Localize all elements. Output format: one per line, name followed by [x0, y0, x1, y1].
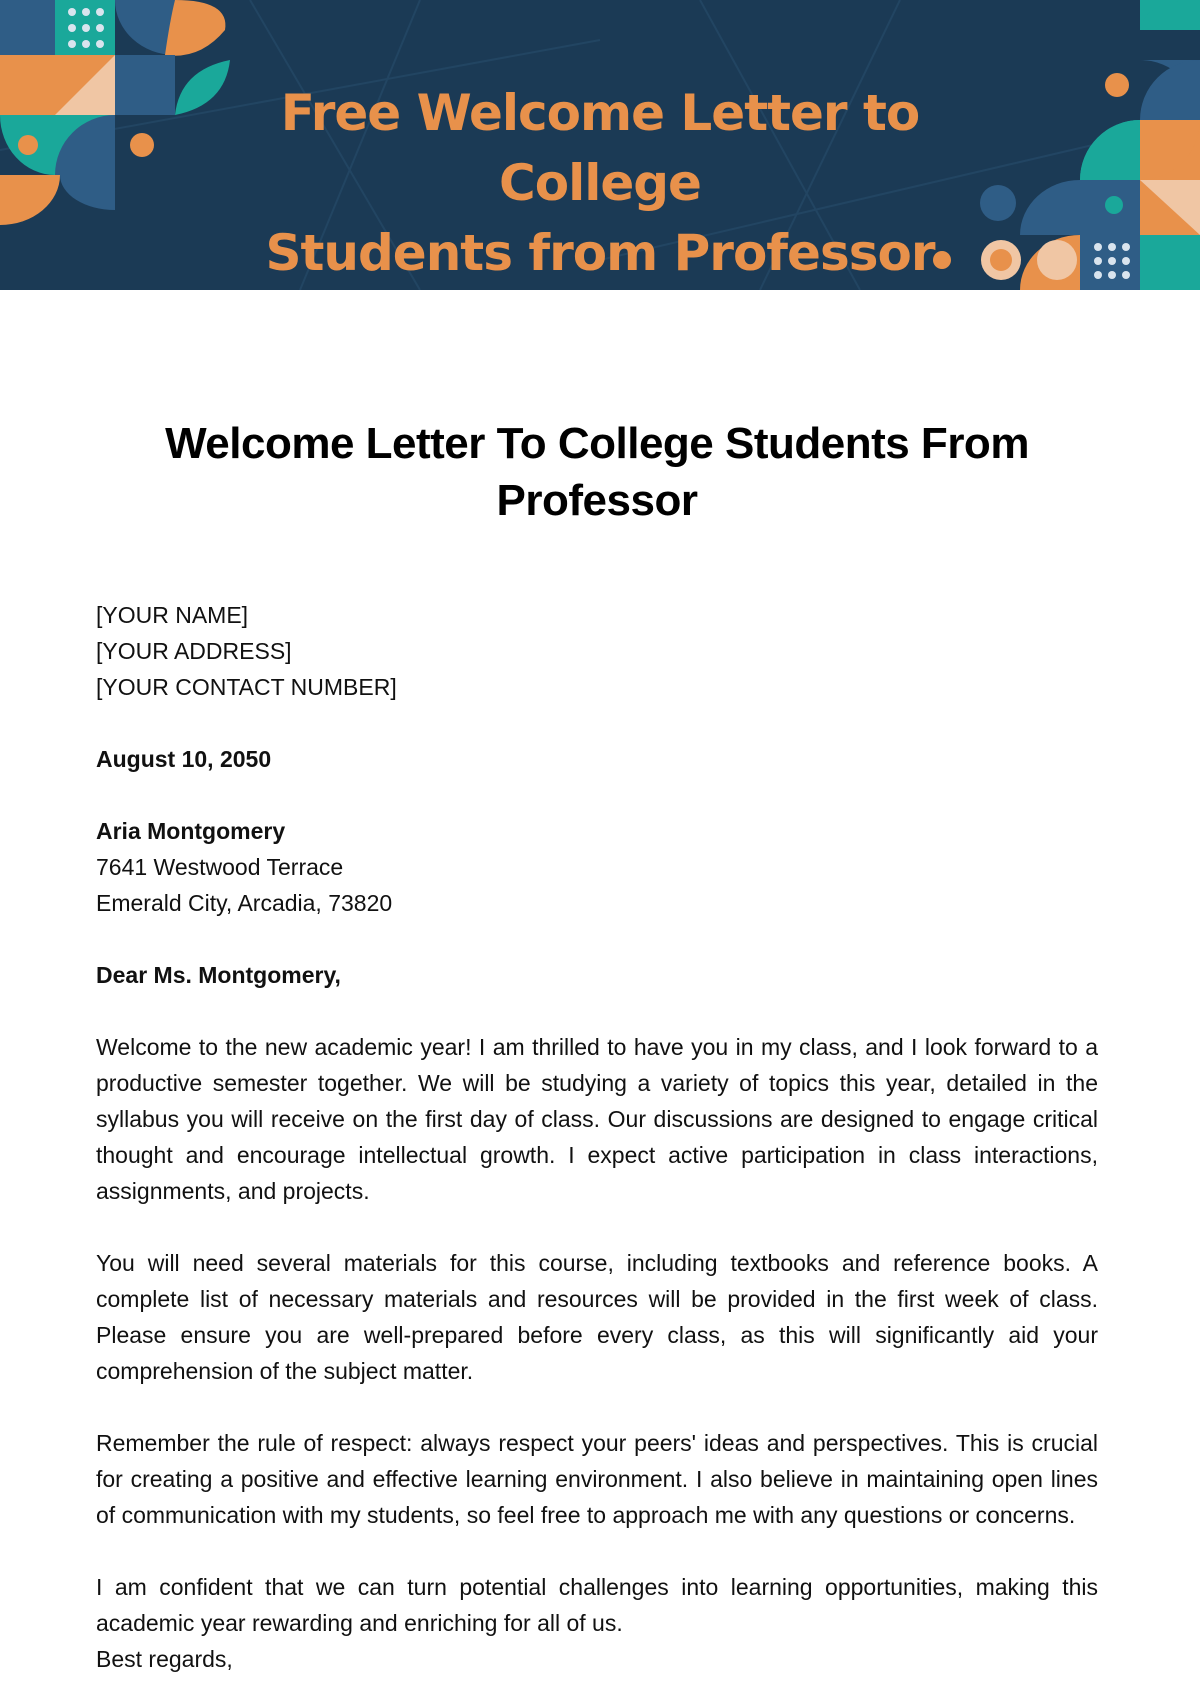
body-paragraph: You will need several materials for this course, including textbooks and reference books. A complete list of necessary materials and resources will be provided in the first week of class. Please ensure you are well-prepared before every class, as this will significantly aid your comprehension of the subject matter.	[96, 1250, 1098, 1384]
sender-block	[96, 597, 1098, 705]
body-paragraph: Welcome to the new academic year! I am thrilled to have you in my class, and I look forward to a productive semester together. We will be studying a variety of topics this year, detailed in the syllabus you will receive on the first day of class. Our discussions are designed to engage critical thought and encourage intellectual growth. I expect active participation in class interactions, assignments, and projects.	[96, 1034, 1098, 1204]
recipient-street: 7641 Westwood Terrace	[96, 854, 344, 880]
recipient-city: Emerald City, Arcadia, 73820	[96, 890, 393, 916]
letter-document	[96, 415, 1098, 1677]
banner-title-line-1: Free Welcome Letter to College	[280, 84, 920, 212]
sender-name: [YOUR NAME]	[96, 602, 249, 628]
letter-title: Welcome Letter To College Students From Professor	[165, 419, 1029, 525]
sender-address: [YOUR ADDRESS]	[96, 638, 292, 664]
banner-title-line-2: Students from Professor	[265, 224, 935, 282]
salutation: Dear Ms. Montgomery,	[96, 962, 341, 988]
closing: Best regards,	[96, 1646, 233, 1672]
header-banner	[0, 0, 1200, 290]
body-paragraph: I am confident that we can turn potential challenges into learning opportunities, making this academic year rewarding and enriching for all of us.	[96, 1574, 1098, 1636]
banner-title	[180, 78, 1020, 288]
recipient-block	[96, 813, 1098, 921]
letter-date: August 10, 2050	[96, 746, 272, 772]
sender-contact: [YOUR CONTACT NUMBER]	[96, 674, 397, 700]
recipient-name: Aria Montgomery	[96, 818, 286, 844]
body-paragraph: Remember the rule of respect: always respect your peers' ideas and perspectives. This is crucial for creating a positive and effective learning environment. I also believe in maintaining open lines of communication with my students, so feel free to approach me with any questions or concerns.	[96, 1430, 1098, 1528]
